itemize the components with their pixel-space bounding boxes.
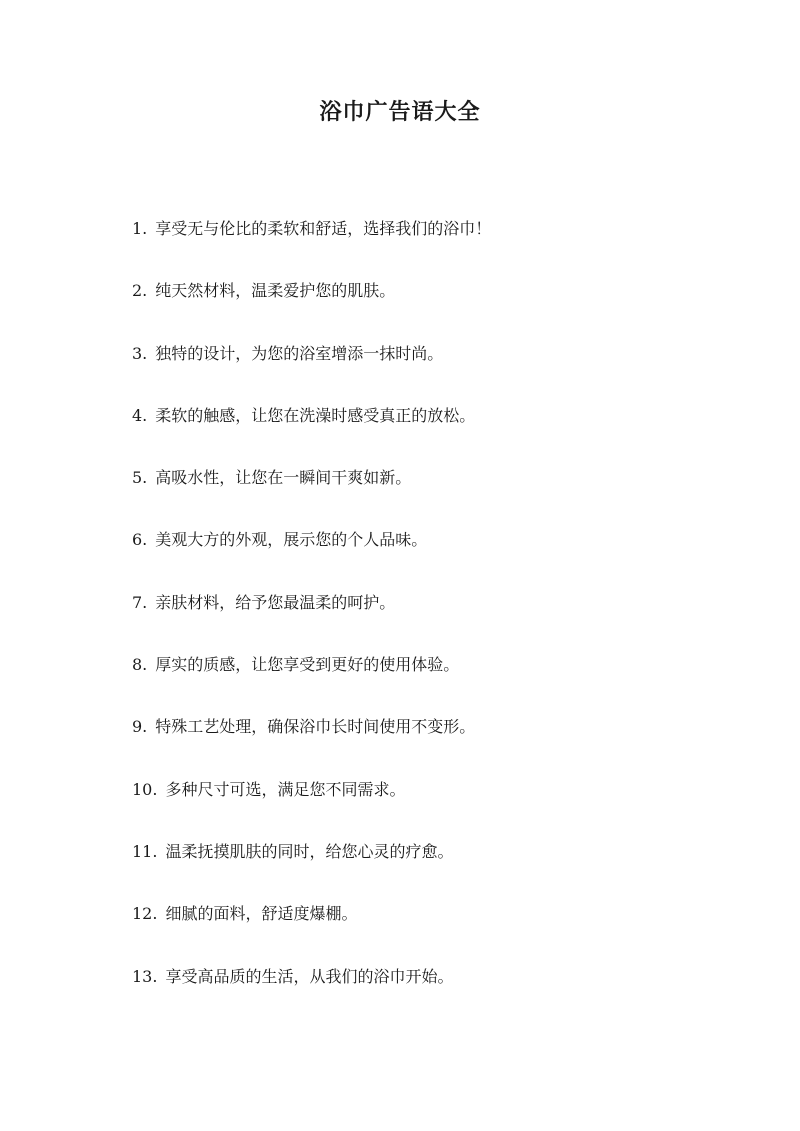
item-text: 亲肤材料，给予您最温柔的呵护。 <box>155 592 396 612</box>
list-item <box>132 214 752 276</box>
item-number: 2. <box>132 281 148 301</box>
item-number: 1. <box>132 219 148 238</box>
item-text: 独特的设计，为您的浴室增添一抹时尚。 <box>155 343 444 363</box>
list-item <box>132 401 752 463</box>
item-number: 13. <box>132 966 158 986</box>
item-text: 特殊工艺处理，确保浴巾长时间使用不变形。 <box>155 717 476 737</box>
item-text: 温柔抚摸肌肤的同时，给您心灵的疗愈。 <box>165 841 454 861</box>
list-item <box>132 588 752 650</box>
item-text: 柔软的触感，让您在洗澡时感受真正的放松。 <box>155 405 476 425</box>
list-item <box>132 899 752 961</box>
list-item <box>132 775 752 837</box>
item-text: 多种尺寸可选，满足您不同需求。 <box>165 779 406 799</box>
item-text: 享受高品质的生活，从我们的浴巾开始。 <box>165 966 454 986</box>
list-item <box>132 962 752 1024</box>
item-number: 7. <box>132 592 148 612</box>
item-number: 8. <box>132 655 148 675</box>
item-number: 10. <box>132 779 158 799</box>
item-number: 5. <box>132 468 148 488</box>
list-item <box>132 525 752 587</box>
list-item <box>132 650 752 712</box>
item-text: 细腻的面料，舒适度爆棚。 <box>165 904 358 924</box>
item-number: 6. <box>132 530 148 550</box>
document-title: 浴巾广告语大全 <box>319 99 481 125</box>
item-number: 4. <box>132 405 148 425</box>
item-text: 美观大方的外观，展示您的个人品味。 <box>155 530 428 550</box>
item-text: 享受无与伦比的柔软和舒适，选择我们的浴巾！ <box>155 219 492 238</box>
item-number: 3. <box>132 343 148 363</box>
list-item <box>132 463 752 525</box>
item-text: 厚实的质感，让您享受到更好的使用体验。 <box>155 655 460 675</box>
item-text: 高吸水性，让您在一瞬间干爽如新。 <box>155 468 412 488</box>
list-item <box>132 339 752 401</box>
list-item <box>132 712 752 774</box>
item-text: 纯天然材料，温柔爱护您的肌肤。 <box>155 281 396 301</box>
list-item <box>132 837 752 899</box>
slogan-list <box>132 214 752 1024</box>
item-number: 11. <box>132 841 158 861</box>
item-number: 9. <box>132 717 148 737</box>
item-number: 12. <box>132 904 158 924</box>
list-item <box>132 276 752 338</box>
